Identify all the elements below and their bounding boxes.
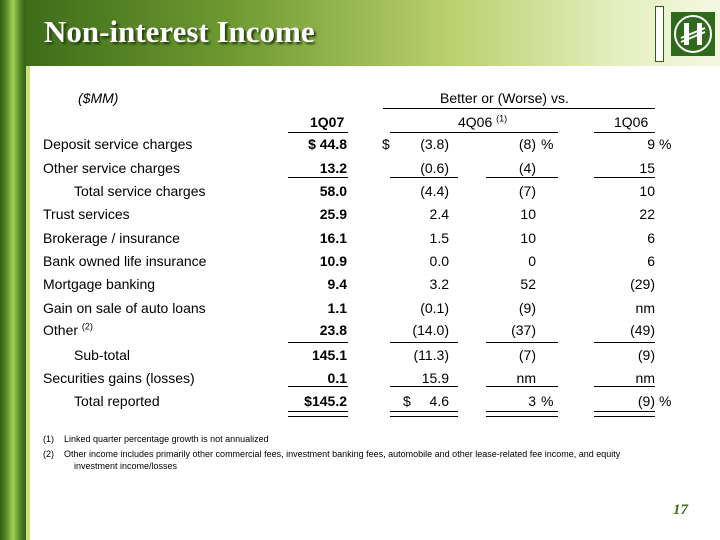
value-1q07: 25.9: [319, 206, 347, 222]
group-header: Better or (Worse) vs.: [440, 90, 569, 106]
total-double-rule-4q06-dollars: [390, 411, 458, 412]
row-label: Total service charges: [74, 183, 206, 199]
row-label: Deposit service charges: [43, 136, 193, 152]
change-4q06-dollars: (11.3): [413, 347, 449, 363]
change-1q06-percent: 6: [647, 253, 655, 269]
value-1q07: 1.1: [327, 300, 347, 316]
subtotal-rule-1q07: [288, 386, 348, 387]
page-number: 17: [673, 502, 688, 518]
row-label: Securities gains (losses): [43, 370, 195, 386]
change-4q06-dollars: (14.0): [412, 322, 449, 338]
col-header-4q06: 4Q06 $^{(1)}$: [458, 113, 508, 130]
change-1q06-percent: (9): [637, 347, 655, 363]
row-label-text: Other: [43, 322, 79, 338]
row-label: [43, 322, 93, 338]
change-4q06-percent: (8): [518, 136, 536, 152]
unit-label: ($MM): [78, 90, 119, 106]
total-double-rule-1q06: [594, 411, 655, 412]
change-4q06-dollars: 15.9: [421, 370, 449, 386]
subtotal-rule-1q07: [288, 342, 348, 343]
subtotal-rule-1q06: [594, 342, 655, 343]
row-label: Brokerage / insurance: [43, 230, 180, 246]
change-1q06-percent: nm: [635, 300, 655, 316]
subtotal-rule-4q06-percent: [486, 386, 558, 387]
row-label: Total reported: [74, 393, 160, 409]
change-4q06-dollars: (4.4): [420, 183, 449, 199]
change-1q06-percent: (9): [637, 393, 655, 409]
col-header-1q06: 1Q06: [614, 114, 649, 130]
footnote-1-marker: (1): [43, 434, 54, 444]
change-4q06-dollars: (3.8): [420, 136, 449, 152]
change-1q06-percent: 9: [647, 136, 655, 152]
subtotal-rule-4q06-dollars: [390, 342, 458, 343]
total-double-rule-1q07: [288, 411, 348, 412]
change-4q06-dollars: 3.2: [429, 276, 449, 292]
total-double-rule-1q06: [594, 416, 655, 417]
dollar-sign: $: [382, 136, 390, 152]
footnote-2-text-continued: investment income/losses: [74, 461, 178, 471]
change-1q06-percent: (49): [630, 322, 655, 338]
row-label: Gain on sale of auto loans: [43, 300, 206, 316]
slide-title: Non-interest Income: [44, 14, 315, 49]
subtotal-rule-4q06-dollars: [390, 386, 458, 387]
subtotal-rule-1q07: [288, 177, 348, 178]
percent-sign: %: [659, 393, 672, 409]
total-double-rule-4q06-percent: [486, 411, 558, 412]
change-4q06-percent: 52: [520, 276, 536, 292]
change-4q06-percent: (9): [518, 300, 536, 316]
footnote-2-marker: (2): [43, 449, 54, 459]
subtotal-rule-1q06: [594, 177, 655, 178]
percent-sign: %: [541, 136, 554, 152]
change-4q06-dollars: 2.4: [429, 206, 449, 222]
group-header-rule: [383, 108, 655, 109]
row-label: Bank owned life insurance: [43, 253, 207, 269]
huntington-logo-icon: [671, 12, 715, 56]
value-1q07: 10.9: [319, 253, 347, 269]
value-1q07: 58.0: [319, 183, 347, 199]
value-1q07: $ 44.8: [308, 136, 347, 152]
left-decorative-stripe: [26, 0, 30, 540]
subtotal-rule-4q06-dollars: [390, 177, 458, 178]
footnote-2-text: Other income includes primarily other commercial fees, investment banking fees, automobile and other lease-related fee income, and equity: [64, 449, 621, 459]
value-1q07: 16.1: [319, 230, 347, 246]
change-4q06-percent: (7): [518, 183, 536, 199]
change-4q06-dollars: 4.6: [429, 393, 449, 409]
subtotal-rule-1q06: [594, 386, 655, 387]
change-4q06-percent: 3: [528, 393, 536, 409]
change-1q06-percent: nm: [635, 370, 655, 386]
logo-divider: [655, 6, 664, 62]
change-4q06-dollars: 0.0: [429, 253, 449, 269]
row-label-note: (2): [81, 321, 93, 332]
dollar-sign: $: [403, 393, 411, 409]
change-4q06-dollars: (0.1): [420, 300, 449, 316]
col-rule-1q06: [594, 132, 655, 133]
change-4q06-percent: nm: [516, 370, 536, 386]
change-4q06-percent: (37): [511, 322, 536, 338]
row-label: Trust services: [43, 206, 130, 222]
col-header-1q07: 1Q07: [310, 114, 345, 130]
change-4q06-percent: 0: [528, 253, 536, 269]
left-decorative-bar: [0, 0, 26, 540]
col-rule-1q07: [288, 132, 348, 133]
change-4q06-percent: 10: [520, 206, 536, 222]
col-rule-4q06: [390, 132, 558, 133]
total-double-rule-1q07: [288, 416, 348, 417]
subtotal-rule-4q06-percent: [486, 342, 558, 343]
total-double-rule-4q06-dollars: [390, 416, 458, 417]
value-1q07: 23.8: [319, 322, 347, 338]
change-1q06-percent: 22: [639, 206, 655, 222]
value-1q07: $145.2: [304, 393, 347, 409]
change-4q06-percent: (4): [518, 160, 536, 176]
row-label: Sub-total: [74, 347, 131, 363]
change-1q06-percent: 15: [639, 160, 655, 176]
change-4q06-percent: (7): [518, 347, 536, 363]
footnote-1-text: Linked quarter percentage growth is not annualized: [64, 434, 269, 444]
subtotal-rule-4q06-percent: [486, 177, 558, 178]
row-label: Mortgage banking: [43, 276, 156, 292]
percent-sign: %: [541, 393, 554, 409]
value-1q07: 0.1: [327, 370, 347, 386]
value-1q07: 145.1: [311, 347, 347, 363]
total-double-rule-4q06-percent: [486, 416, 558, 417]
change-4q06-percent: 10: [520, 230, 536, 246]
value-1q07: 9.4: [327, 276, 347, 292]
change-4q06-dollars: 1.5: [429, 230, 449, 246]
change-1q06-percent: 10: [639, 183, 655, 199]
change-1q06-percent: 6: [647, 230, 655, 246]
change-4q06-dollars: (0.6): [420, 160, 449, 176]
change-1q06-percent: (29): [630, 276, 655, 292]
value-1q07: 13.2: [319, 160, 347, 176]
row-label: Other service charges: [43, 160, 180, 176]
percent-sign: %: [659, 136, 672, 152]
